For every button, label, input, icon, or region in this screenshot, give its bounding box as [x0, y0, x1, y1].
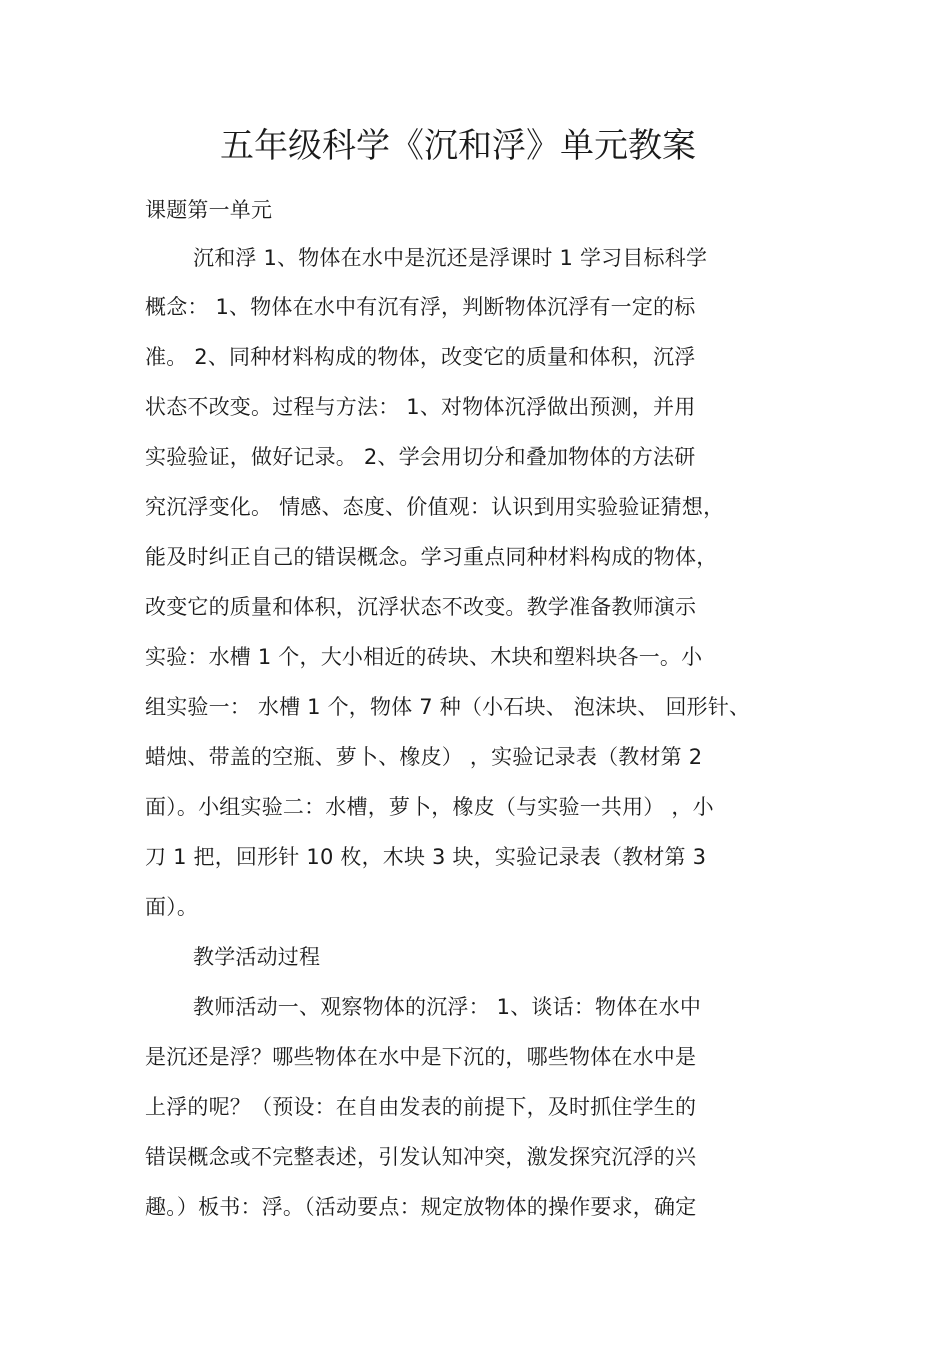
text-line-8: 能及时纠正自己的错误概念。学习重点同种材料构成的物体，	[145, 545, 718, 569]
text-line-9: 改变它的质量和体积，沉浮状态不改变。教学准备教师演示	[145, 595, 697, 619]
section-heading: 教学活动过程	[193, 945, 321, 969]
text-line-2: 沉和浮 1、物体在水中是沉还是浮课时 1 学习目标科学	[193, 246, 708, 270]
text-line-13: 面）。小组实验二：水槽，萝卜，橡皮（与实验一共用） ，小	[145, 795, 714, 819]
text-line-4: 准。 2、同种材料构成的物体，改变它的质量和体积，沉浮	[145, 345, 696, 369]
text-line-14: 刀 1 把，回形针 10 枚，木块 3 块，实验记录表（教材第 3	[145, 845, 707, 869]
text-line-21: 趣。）板书：浮。（活动要点：规定放物体的操作要求，确定	[145, 1195, 697, 1219]
text-line-15: 面）。	[145, 895, 199, 919]
text-line-1: 课题第一单元	[145, 198, 273, 222]
text-line-11: 组实验一： 水槽 1 个，物体 7 种（小石块、 泡沫块、 回形针、	[145, 695, 751, 719]
text-line-12: 蜡烛、带盖的空瓶、萝卜、橡皮） ，实验记录表（教材第 2	[145, 745, 703, 769]
text-line-19: 上浮的呢？（预设：在自由发表的前提下，及时抓住学生的	[145, 1095, 697, 1119]
text-line-18: 是沉还是浮？哪些物体在水中是下沉的，哪些物体在水中是	[145, 1045, 697, 1069]
text-line-20: 错误概念或不完整表述，引发认知冲突，激发探究沉浮的兴	[145, 1145, 697, 1169]
text-line-5: 状态不改变。过程与方法： 1、对物体沉浮做出预测，并用	[145, 395, 696, 419]
text-line-10: 实验：水槽 1 个，大小相近的砖块、木块和塑料块各一。小	[145, 645, 703, 669]
text-line-3: 概念： 1、物体在水中有沉有浮，判断物体沉浮有一定的标	[145, 295, 696, 319]
text-line-7: 究沉浮变化。 情感、态度、价值观：认识到用实验验证猜想，	[145, 495, 725, 519]
document-title: 五年级科学《沉和浮》单元教案	[220, 126, 696, 166]
text-line-17: 教师活动一、观察物体的沉浮： 1、谈话：物体在水中	[193, 995, 702, 1019]
text-line-6: 实验验证，做好记录。 2、学会用切分和叠加物体的方法研	[145, 445, 696, 469]
